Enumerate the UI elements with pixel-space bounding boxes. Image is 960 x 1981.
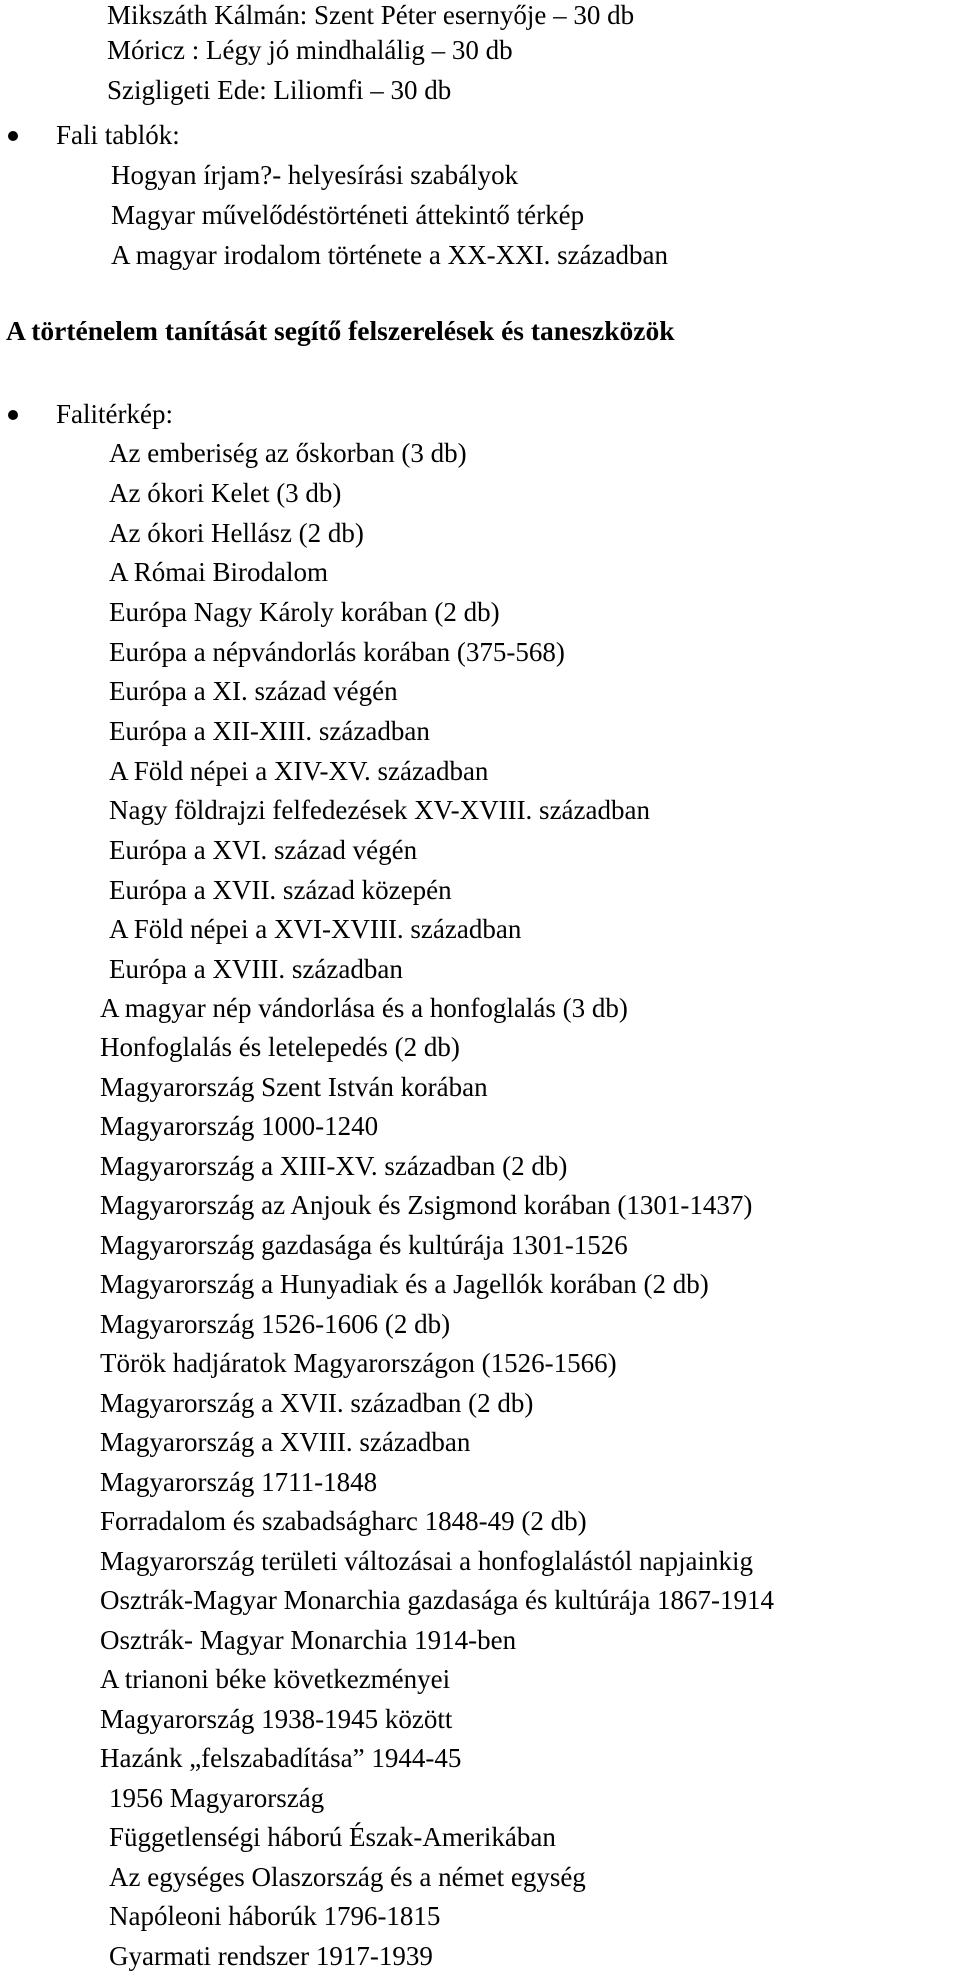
wall-chart-item: Hogyan írjam?- helyesírási szabályok <box>111 160 519 190</box>
hungary-map-item: Magyarország a XVII. században (2 db) <box>100 1388 534 1418</box>
world-map-item: Az egységes Olaszország és a német egység <box>109 1862 586 1892</box>
map-item: Európa a XVI. század végén <box>109 835 418 865</box>
map-item: Nagy földrajzi felfedezések XV-XVIII. században <box>109 795 650 825</box>
hungary-map-item: Magyarország gazdasága és kultúrája 1301-1526 <box>100 1230 628 1260</box>
bullet-icon <box>8 131 18 141</box>
hungary-map-item: Magyarország 1711-1848 <box>100 1467 378 1497</box>
map-item: A Föld népei a XIV-XV. században <box>109 756 489 786</box>
hungary-map-item: A trianoni béke következményei <box>100 1664 451 1694</box>
map-item: Az ókori Hellász (2 db) <box>109 518 364 548</box>
map-item: Európa a XII-XIII. században <box>109 716 430 746</box>
hungary-map-item: A magyar nép vándorlása és a honfoglalás (3 db) <box>100 993 628 1023</box>
book-item: Szigligeti Ede: Liliomfi – 30 db <box>107 75 452 105</box>
world-map-item: Gyarmati rendszer 1917-1939 <box>109 1941 433 1971</box>
hungary-map-item: Forradalom és szabadságharc 1848-49 (2 db) <box>100 1506 587 1536</box>
map-item: Európa Nagy Károly korában (2 db) <box>109 597 500 627</box>
hungary-map-item: Magyarország területi változásai a honfoglalástól napjainkig <box>100 1546 754 1576</box>
hungary-map-item: Magyarország 1938-1945 között <box>100 1704 453 1734</box>
bullet-icon <box>8 410 18 420</box>
hungary-map-item: Török hadjáratok Magyarországon (1526-1566) <box>100 1348 617 1378</box>
hungary-map-item: Magyarország 1526-1606 (2 db) <box>100 1309 451 1339</box>
map-item: Európa a XVII. század közepén <box>109 875 452 905</box>
hungary-map-item: Magyarország Szent István korában <box>100 1072 488 1102</box>
hungary-map-item: Hazánk „felszabadítása” 1944-45 <box>100 1743 462 1773</box>
map-item: Európa a népvándorlás korában (375-568) <box>109 637 565 667</box>
hungary-map-item: Osztrák-Magyar Monarchia gazdasága és kultúrája 1867-1914 <box>100 1585 774 1615</box>
hungary-map-item: Magyarország 1000-1240 <box>100 1111 379 1141</box>
hungary-map-item: Honfoglalás és letelepedés (2 db) <box>100 1032 460 1062</box>
map-item: A Föld népei a XVI-XVIII. században <box>109 914 522 944</box>
section-heading: A történelem tanítását segítő felszerelések és taneszközök <box>6 315 675 346</box>
map-label: Falitérkép: <box>56 399 173 429</box>
hungary-map-item: Magyarország az Anjouk és Zsigmond korában (1301-1437) <box>100 1190 753 1220</box>
book-item: Móricz : Légy jó mindhalálig – 30 db <box>107 35 513 65</box>
book-item: Mikszáth Kálmán: Szent Péter esernyője – 30 db <box>107 0 635 30</box>
map-item: Európa a XI. század végén <box>109 676 398 706</box>
world-map-item: Függetlenségi háború Észak-Amerikában <box>109 1822 556 1852</box>
hungary-map-item: Magyarország a XIII-XV. században (2 db) <box>100 1151 568 1181</box>
map-item: A Római Birodalom <box>109 557 328 587</box>
wall-chart-item: Magyar művelődéstörténeti áttekintő térkép <box>111 200 585 230</box>
hungary-map-item: Magyarország a Hunyadiak és a Jagellók korában (2 db) <box>100 1269 709 1299</box>
wall-chart-item: A magyar irodalom története a XX-XXI. században <box>111 240 669 270</box>
map-item: Európa a XVIII. században <box>109 954 403 984</box>
wall-charts-label: Fali tablók: <box>56 120 180 150</box>
map-item: Az emberiség az őskorban (3 db) <box>109 438 467 468</box>
world-map-item: Napóleoni háborúk 1796-1815 <box>109 1901 441 1931</box>
map-item: Az ókori Kelet (3 db) <box>109 478 342 508</box>
hungary-map-item: Osztrák- Magyar Monarchia 1914-ben <box>100 1625 517 1655</box>
world-map-item: 1956 Magyarország <box>109 1783 325 1813</box>
hungary-map-item: Magyarország a XVIII. században <box>100 1427 471 1457</box>
